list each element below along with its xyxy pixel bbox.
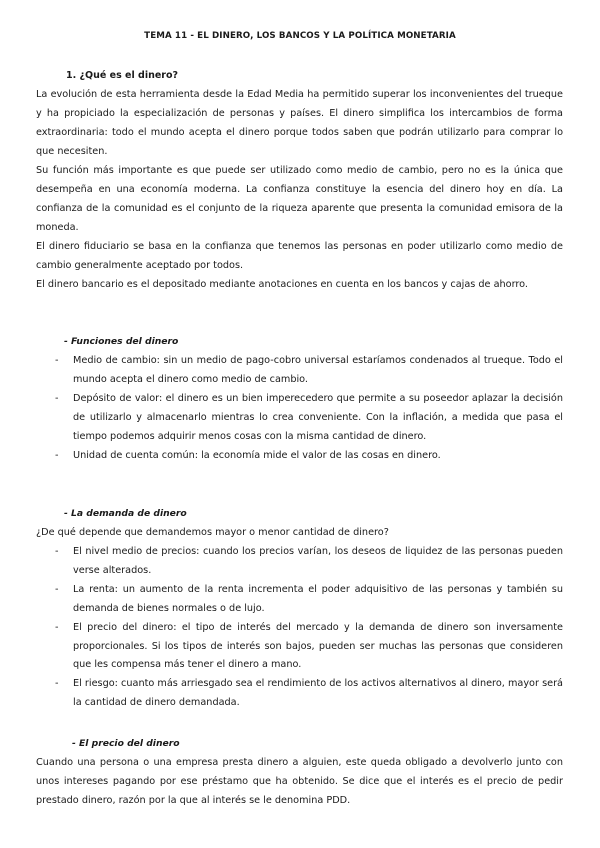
list-dash: - bbox=[55, 355, 59, 366]
list-demanda bbox=[0, 543, 600, 713]
subheading-precio: - El precio del dinero bbox=[72, 738, 180, 749]
list-item-text: El nivel medio de precios: cuando los precios varían, los deseos de liquidez de las personas pueden verse alterados. bbox=[73, 546, 563, 576]
paragraph-funcion-principal: Su función más importante es que puede ser utilizado como medio de cambio, pero no es la única que desempeña en una economía moderna. La confianza constituye la esencia del dinero hoy en día. La confianza de la comunidad es el conjunto de la riqueza aparente que presenta la comunidad emisora de la moneda. bbox=[36, 165, 563, 233]
paragraph-dinero-bancario: El dinero bancario es el depositado mediante anotaciones en cuenta en los bancos y cajas de ahorro. bbox=[36, 279, 528, 290]
subheading-demanda: - La demanda de dinero bbox=[64, 508, 187, 519]
list-dash: - bbox=[55, 449, 59, 461]
list-item bbox=[0, 619, 600, 676]
list-item-text: El riesgo: cuanto más arriesgado sea el rendimiento de los activos alternativos al dinero, mayor será la cantidad de dinero demandada. bbox=[73, 678, 563, 709]
paragraph-demanda-pregunta: ¿De qué depende que demandemos mayor o menor cantidad de dinero? bbox=[36, 527, 389, 538]
list-dash: - bbox=[55, 621, 59, 633]
list-funciones bbox=[0, 352, 600, 465]
subheading-funciones: - Funciones del dinero bbox=[64, 336, 179, 347]
list-item bbox=[0, 352, 600, 390]
list-dash: - bbox=[55, 392, 59, 404]
paragraph-precio-dinero: Cuando una persona o una empresa presta dinero a alguien, este queda obligado a devolverlo junto con unos intereses pagando por ese préstamo que ha obtenido. Se dice que el interés es el precio de pedir prestado dinero, razón por la que al interés se le denomina PDD. bbox=[36, 757, 563, 806]
document-title: TEMA 11 - EL DINERO, LOS BANCOS Y LA POLÍTICA MONETARIA bbox=[144, 31, 456, 41]
list-item bbox=[0, 543, 600, 581]
section-heading-que-es-dinero: 1. ¿Qué es el dinero? bbox=[66, 70, 179, 81]
list-item bbox=[0, 581, 600, 619]
list-item bbox=[0, 675, 600, 713]
list-item-text: Unidad de cuenta común: la economía mide el valor de las cosas en dinero. bbox=[73, 449, 441, 461]
list-item-text: El precio del dinero: el tipo de interés del mercado y la demanda de dinero son inversamente proporcionales. Si los tipos de interés son bajos, pueden ser muchas las personas que consideren que les compensa más tener el dinero a mano. bbox=[73, 621, 563, 671]
list-item-text: Medio de cambio: sin un medio de pago-cobro universal estaríamos condenados al trueque. Todo el mundo acepta el dinero como medio de cambio. bbox=[73, 355, 563, 385]
list-dash: - bbox=[55, 546, 59, 557]
list-dash: - bbox=[55, 583, 59, 595]
paragraph-dinero-fiduciario: El dinero fiduciario se basa en la confianza que tenemos las personas en poder utilizarlo como medio de cambio generalmente aceptado por todos. bbox=[36, 241, 563, 271]
list-item-text: Depósito de valor: el dinero es un bien imperecedero que permite a su poseedor aplazar la decisión de utilizarlo y almacenarlo mientras lo crea conveniente. Con la inflación, a medida que pasa el tiempo podemos adquirir menos cosas con la misma cantidad de dinero. bbox=[73, 392, 563, 442]
list-item bbox=[0, 390, 600, 447]
list-item bbox=[0, 447, 600, 466]
list-dash: - bbox=[55, 678, 59, 690]
list-item-text: La renta: un aumento de la renta incrementa el poder adquisitivo de las personas y también su demanda de bienes normales o de lujo. bbox=[73, 583, 563, 614]
paragraph-evolucion: La evolución de esta herramienta desde la Edad Media ha permitido superar los inconvenientes del trueque y ha propiciado la especialización de personas y países. El dinero simplifica los intercambios de forma extraordinaria: todo el mundo acepta el dinero porque todos saben que podrán utilizarlo para comprar lo que necesiten. bbox=[36, 89, 563, 157]
